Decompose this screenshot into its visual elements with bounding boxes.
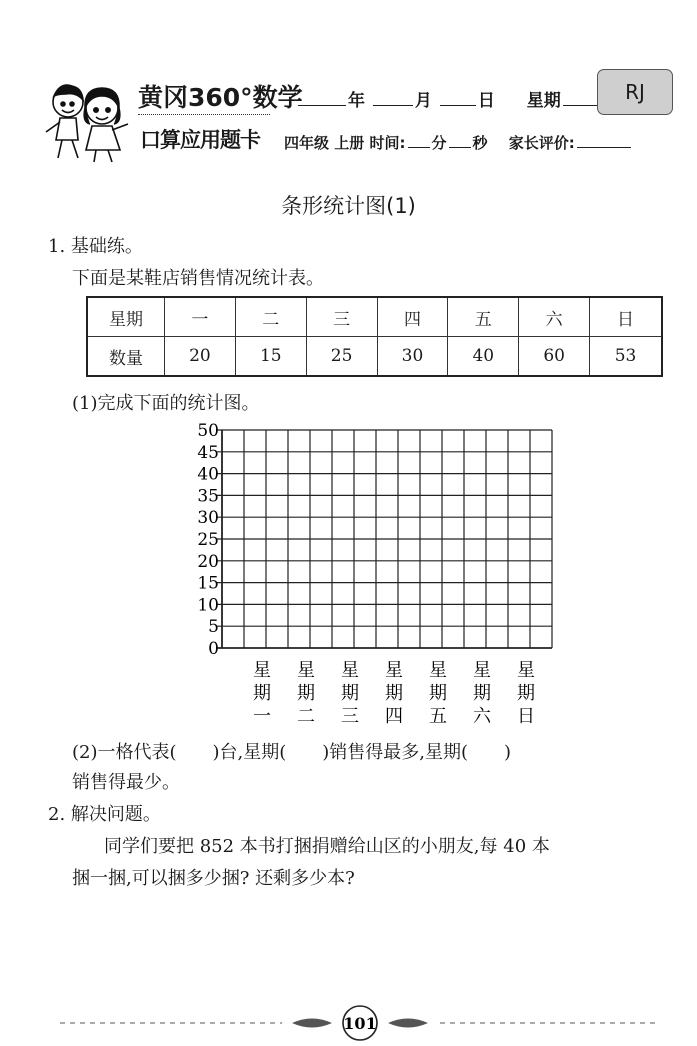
table-cell: 日 (590, 297, 662, 337)
parent-eval-label: 家长评价: (508, 134, 575, 152)
table-cell: 四 (377, 297, 448, 337)
x-category-label: 星 (297, 660, 315, 681)
x-category-label: 四 (385, 706, 403, 727)
y-tick-label: 40 (197, 464, 219, 485)
x-category-label: 期 (473, 683, 491, 704)
x-category-label: 日 (517, 706, 535, 727)
table-cell: 三 (306, 297, 377, 337)
year-label: 年 (348, 91, 365, 111)
table-cell: 53 (590, 337, 662, 377)
brand-title: 黄冈360°数学 (138, 83, 303, 112)
x-category-label: 期 (385, 683, 403, 704)
y-tick-label: 35 (197, 486, 219, 507)
x-category-label: 星 (473, 660, 491, 681)
x-category-label: 星 (341, 660, 359, 681)
q1-part1: (1)完成下面的统计图。 (72, 393, 260, 414)
x-category-label: 六 (473, 706, 491, 727)
y-tick-label: 0 (208, 639, 219, 659)
date-line (296, 86, 607, 111)
table-header-cell: 星期 (87, 297, 165, 337)
table-cell: 20 (165, 337, 236, 377)
q2-heading: 2. 解决问题。 (48, 804, 161, 825)
table-header-cell: 数量 (87, 337, 165, 377)
x-category-label: 期 (429, 683, 447, 704)
table-cell: 60 (519, 337, 590, 377)
product-title: 口算应用题卡 (140, 128, 260, 152)
time-label: 时间: (369, 134, 406, 152)
page-header (0, 0, 697, 170)
year-blank[interactable] (298, 91, 346, 106)
grade-label: 四年级 (284, 134, 330, 152)
volume-label: 上册 (334, 134, 365, 152)
sales-table (86, 296, 663, 377)
edition-badge: RJ (597, 69, 673, 115)
mascot-kids-icon (38, 78, 138, 164)
table-cell: 二 (235, 297, 306, 337)
minute-blank[interactable] (408, 135, 430, 148)
y-tick-label: 25 (197, 530, 219, 550)
q1-part2-line2: 销售得最少。 (72, 772, 180, 793)
month-label: 月 (414, 91, 432, 111)
x-category-label: 星 (517, 660, 535, 681)
y-tick-label: 45 (197, 442, 219, 463)
x-category-label: 期 (517, 683, 535, 704)
bar-chart-grid[interactable] (190, 418, 570, 738)
q2-line2: 捆一捆,可以捆多少捆? 还剩多少本? (72, 868, 355, 889)
q1-part2-line1: (2)一格代表( )台,星期( )销售得最多,星期( ) (72, 742, 512, 763)
parent-eval-blank[interactable] (577, 135, 631, 148)
x-category-label: 期 (341, 683, 359, 704)
day-blank[interactable] (440, 91, 476, 106)
month-blank[interactable] (373, 91, 413, 106)
x-category-label: 星 (385, 660, 403, 681)
y-tick-label: 10 (197, 595, 219, 616)
page-footer (60, 1005, 660, 1041)
y-tick-label: 20 (197, 551, 219, 572)
table-cell: 一 (165, 297, 236, 337)
x-category-label: 二 (297, 706, 315, 727)
table-cell: 40 (448, 337, 519, 377)
q2-line1: 同学们要把 852 本书打捆捐赠给山区的小朋友,每 40 本 (104, 836, 550, 857)
x-category-label: 五 (429, 706, 447, 727)
second-blank[interactable] (449, 135, 471, 148)
x-category-label: 星 (253, 660, 271, 681)
page-number: 101 (343, 1014, 377, 1033)
table-cell: 15 (235, 337, 306, 377)
page-title: 条形统计图(1) (281, 194, 416, 218)
table-cell: 30 (377, 337, 448, 377)
minute-label: 分 (431, 134, 447, 152)
brand-divider (138, 114, 270, 115)
x-category-label: 期 (297, 683, 315, 704)
x-category-label: 期 (253, 683, 271, 704)
q1-intro: 下面是某鞋店销售情况统计表。 (72, 268, 324, 289)
y-tick-label: 30 (197, 508, 219, 529)
weekday-label: 星期 (526, 91, 561, 111)
y-tick-label: 5 (208, 617, 219, 638)
second-label: 秒 (472, 134, 488, 152)
table-cell: 六 (519, 297, 590, 337)
y-tick-label: 50 (197, 421, 219, 441)
info-line (284, 132, 633, 153)
table-row-quantities (87, 337, 662, 377)
x-category-label: 三 (341, 706, 359, 727)
y-tick-label: 15 (197, 573, 219, 594)
table-cell: 25 (306, 337, 377, 377)
table-cell: 五 (448, 297, 519, 337)
table-row-days (87, 297, 662, 337)
q1-heading: 1. 基础练。 (48, 236, 143, 257)
x-category-label: 一 (253, 706, 271, 727)
x-category-label: 星 (429, 660, 447, 681)
day-label: 日 (477, 91, 495, 111)
